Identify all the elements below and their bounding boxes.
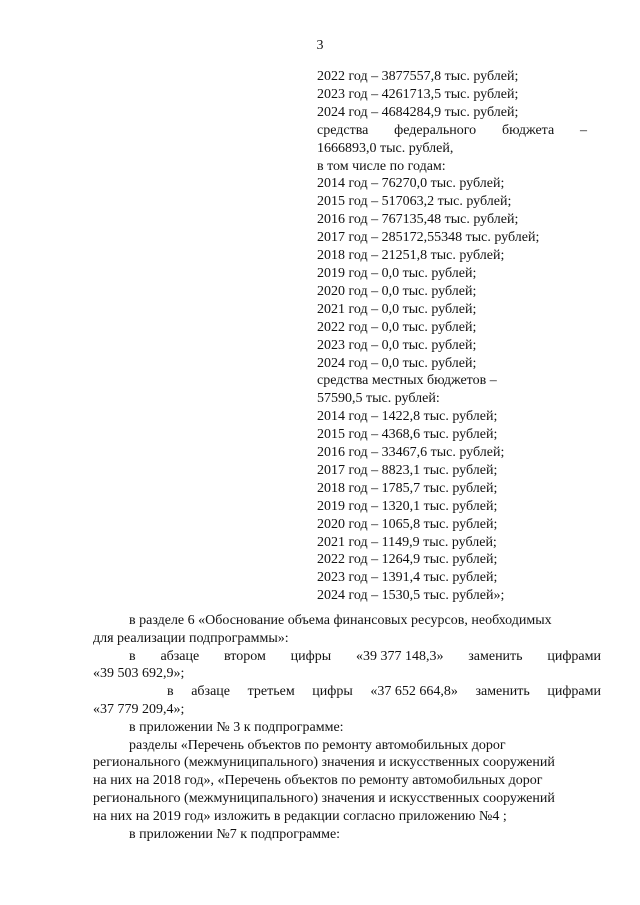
budget-year-line: 2024 год – 4684284,9 тыс. рублей; — [317, 104, 519, 120]
federal-year-line: 2014 год – 76270,0 тыс. рублей; — [317, 176, 505, 192]
local-year-line: 2017 год – 8823,1 тыс. рублей; — [317, 462, 498, 478]
federal-amount: 1666893,0 тыс. рублей, — [317, 140, 454, 156]
local-year-line: 2020 год – 1065,8 тыс. рублей; — [317, 516, 498, 532]
appendix7-line: в приложении №7 к подпрограмме: — [129, 826, 341, 842]
sections-line: на них на 2018 год», «Перечень объектов по ремонту автомобильных дорог — [93, 773, 543, 789]
section6-line: в разделе 6 «Обоснование объема финансовых ресурсов, необходимых — [129, 613, 552, 628]
federal-year-line: 2015 год – 517063,2 тыс. рублей; — [317, 194, 512, 210]
federal-year-line: 2019 год – 0,0 тыс. рублей; — [317, 265, 477, 281]
federal-heading — [317, 122, 587, 140]
sections-line: регионального (межмуниципального) значения и искусственных сооружений — [93, 790, 555, 806]
financing-column — [317, 68, 587, 605]
local-year-line: 2015 год – 4368,6 тыс. рублей; — [317, 427, 498, 443]
section6-line: для реализации подпрограммы»: — [93, 630, 289, 646]
federal-by-years: в том числе по годам: — [317, 158, 446, 174]
federal-year-line: 2024 год – 0,0 тыс. рублей; — [317, 355, 477, 371]
page-number: 3 — [316, 38, 324, 53]
federal-year-line: 2017 год – 285172,55348 тыс. рублей; — [317, 230, 540, 246]
local-year-line: 2016 год – 33467,6 тыс. рублей; — [317, 445, 505, 461]
federal-heading-word: – — [579, 122, 587, 138]
para3-cont: «37 779 209,4»; — [93, 701, 185, 717]
federal-heading-word: федерального — [394, 122, 477, 138]
para3-line: в абзаце третьем цифры «37 652 664,8» заменить цифрами — [167, 684, 601, 700]
local-heading: средства местных бюджетов – — [317, 373, 497, 389]
local-year-line: 2014 год – 1422,8 тыс. рублей; — [317, 409, 498, 425]
federal-year-line: 2023 год – 0,0 тыс. рублей; — [317, 337, 477, 353]
federal-heading-word: средства — [317, 122, 369, 138]
federal-year-line: 2016 год – 767135,48 тыс. рублей; — [317, 212, 519, 228]
federal-year-line: 2022 год – 0,0 тыс. рублей; — [317, 319, 477, 335]
federal-year-line: 2018 год – 21251,8 тыс. рублей; — [317, 248, 505, 264]
federal-heading-word: бюджета — [501, 122, 555, 138]
budget-year-line: 2022 год – 3877557,8 тыс. рублей; — [317, 69, 519, 84]
local-year-line: 2022 год – 1264,9 тыс. рублей; — [317, 552, 498, 568]
federal-year-line: 2020 год – 0,0 тыс. рублей; — [317, 283, 477, 299]
local-year-line: 2023 год – 1391,4 тыс. рублей; — [317, 570, 498, 586]
local-amount: 57590,5 тыс. рублей: — [317, 391, 440, 407]
para2-cont: «39 503 692,9»; — [93, 666, 185, 682]
sections-line: разделы «Перечень объектов по ремонту автомобильных дорог — [129, 737, 506, 753]
federal-year-line: 2021 год – 0,0 тыс. рублей; — [317, 301, 477, 317]
budget-year-line: 2023 год – 4261713,5 тыс. рублей; — [317, 86, 519, 102]
local-year-line: 2024 год – 1530,5 тыс. рублей»; — [317, 588, 505, 604]
document-body — [93, 612, 601, 843]
appendix3-line: в приложении № 3 к подпрограмме: — [129, 719, 344, 735]
local-year-line: 2021 год – 1149,9 тыс. рублей; — [317, 534, 497, 550]
sections-line: регионального (межмуниципального) значения и искусственных сооружений — [93, 755, 555, 771]
local-year-line: 2019 год – 1320,1 тыс. рублей; — [317, 498, 498, 514]
local-year-line: 2018 год – 1785,7 тыс. рублей; — [317, 480, 498, 496]
para2-line: в абзаце втором цифры «39 377 148,3» заменить цифрами — [129, 648, 601, 664]
sections-line: на них на 2019 год» изложить в редакции согласно приложению №4 ; — [93, 808, 507, 824]
